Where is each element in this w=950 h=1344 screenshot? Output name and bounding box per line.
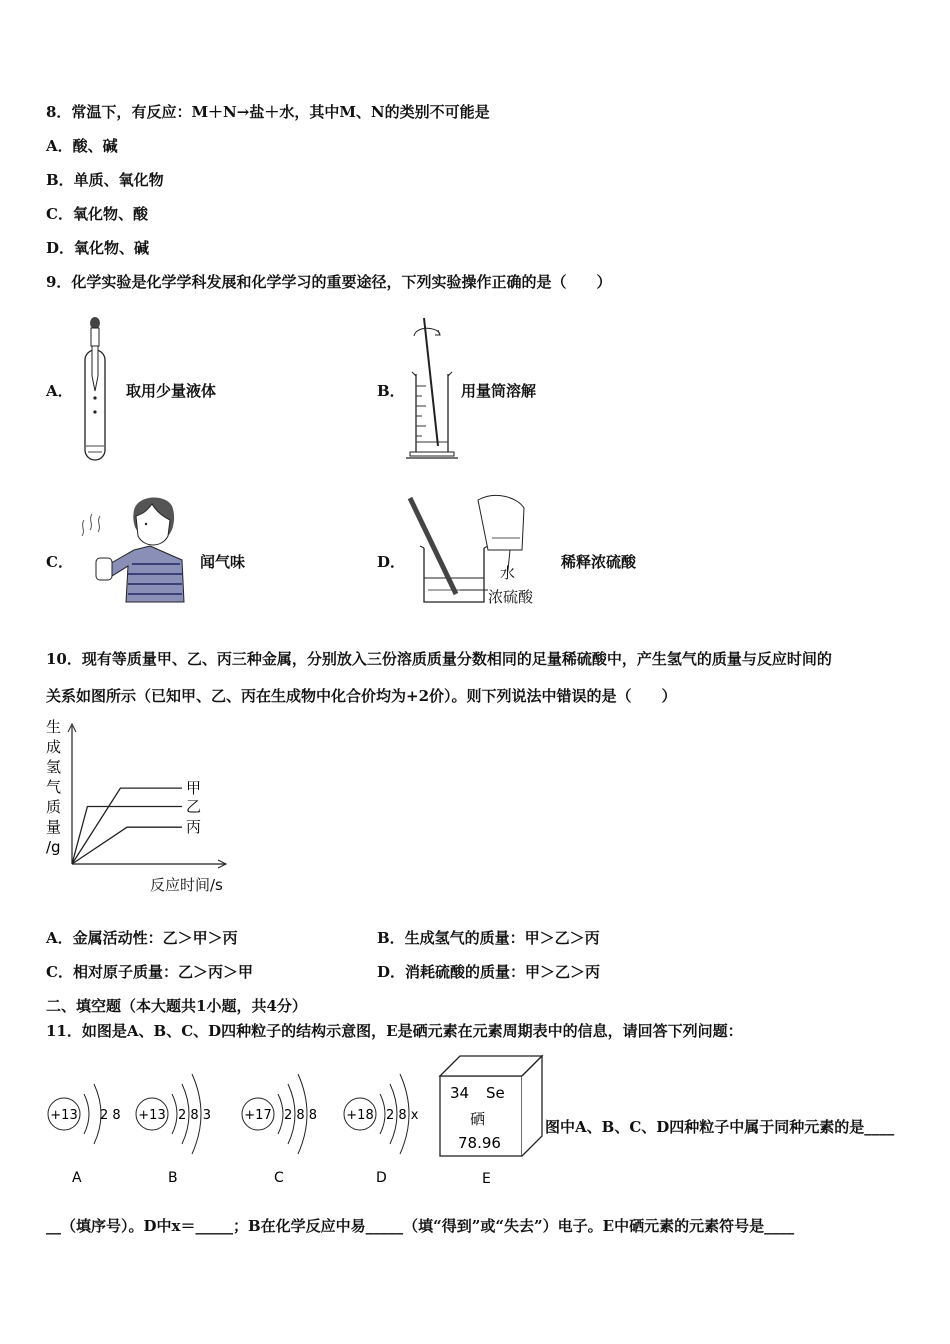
- series-label-3: 丙: [186, 818, 202, 837]
- q9-option-a-letter: A．: [46, 382, 73, 400]
- series-line-3: [72, 827, 182, 864]
- smelling-gas-figure: [76, 490, 188, 606]
- q9-option-d-letter: D．: [377, 553, 406, 571]
- q10-option-c: C．相对原子质量：乙＞丙＞甲: [46, 963, 253, 981]
- atom-b-shells: 2 8 3: [178, 1108, 212, 1123]
- series-label-1: 甲: [186, 779, 202, 798]
- chart-y-label-char: 质: [46, 798, 62, 816]
- q10-stem-line1: 10．现有等质量甲、乙、丙三种金属，分别放入三份溶质质量分数相同的足量稀硫酸中，产生氢气的质量与反应时间的: [46, 650, 832, 668]
- chart-y-label-char: 生: [46, 718, 62, 736]
- atom-b: [136, 1074, 211, 1186]
- q8-stem: 8．常温下，有反应：M＋N→盐＋水，其中M、N的类别不可能是: [46, 103, 490, 121]
- element-name: 硒: [470, 1110, 486, 1128]
- chart-y-label-char: 量: [46, 818, 62, 836]
- atom-diagrams: [40, 1066, 440, 1190]
- atom-b-label: B: [168, 1170, 178, 1186]
- acid-label: 浓硫酸: [488, 588, 534, 606]
- q9-option-b-letter: B．: [377, 382, 405, 400]
- graduated-cylinder-figure: [402, 314, 462, 464]
- atom-d: [344, 1074, 419, 1186]
- q9-option-c-text: 闻气味: [200, 553, 246, 571]
- atom-c: [242, 1074, 317, 1186]
- element-mass: 78.96: [458, 1134, 501, 1152]
- element-symbol: Se: [486, 1084, 505, 1102]
- atom-c-label: C: [274, 1170, 284, 1186]
- section-title: 二、填空题（本大题共1小题，共4分）: [46, 997, 307, 1015]
- element-number: 34: [450, 1084, 470, 1102]
- selenium-element-card: [436, 1052, 546, 1190]
- q10-option-d: D．消耗硫酸的质量：甲＞乙＞丙: [377, 963, 601, 981]
- chart-y-label-char: 气: [46, 778, 62, 796]
- q8-option-d: D．氧化物、碱: [46, 239, 150, 257]
- q9-option-d-text: 稀释浓硫酸: [561, 553, 637, 571]
- q11-line1: 图中A、B、C、D四种粒子中属于同种元素的是____: [545, 1118, 895, 1136]
- atom-a-label: A: [72, 1170, 82, 1186]
- atom-a: [48, 1084, 121, 1186]
- chart-y-label-char: 氢: [46, 758, 62, 776]
- q9-option-c-letter: C．: [46, 553, 73, 571]
- atom-c-shells: 2 8 8: [284, 1108, 318, 1123]
- chart-x-label: 反应时间/s: [150, 876, 223, 894]
- chart-y-label: [46, 718, 61, 856]
- atom-d-shells: 2 8 x: [386, 1108, 419, 1123]
- q11-line2: __（填序号）。D中x＝_____；B在化学反应中易_____（填“得到”或“失去”）电子。E中硒元素的元素符号是____: [46, 1217, 795, 1235]
- series-label-2: 乙: [186, 797, 202, 816]
- atom-a-nucleus: +13: [50, 1108, 78, 1123]
- atom-a-shells: 2 8: [100, 1108, 121, 1123]
- q11-stem: 11．如图是A、B、C、D四种粒子的结构示意图，E是硒元素在元素周期表中的信息，请回答下列问题：: [46, 1022, 743, 1040]
- q10-stem-line2: 关系如图所示（已知甲、乙、丙在生成物中化合价均为+2价）。则下列说法中错误的是（ ）: [46, 687, 677, 705]
- q9-option-a-text: 取用少量液体: [126, 382, 217, 400]
- hydrogen-chart: [40, 716, 240, 896]
- diluting-acid-figure: [400, 490, 546, 608]
- q10-option-a: A．金属活动性：乙＞甲＞丙: [46, 929, 238, 947]
- q10-option-b: B．生成氢气的质量：甲＞乙＞丙: [377, 929, 600, 947]
- water-label: 水: [500, 564, 516, 582]
- atom-d-nucleus: +18: [346, 1108, 374, 1123]
- element-label: E: [482, 1171, 491, 1187]
- atom-d-label: D: [376, 1170, 387, 1186]
- chart-y-label-char: /g: [46, 838, 61, 856]
- q9-stem: 9．化学实验是化学学科发展和化学学习的重要途径，下列实验操作正确的是（ ）: [46, 273, 612, 291]
- series-line-2: [72, 807, 182, 865]
- dropper-test-tube-figure: [78, 316, 112, 464]
- q9-option-b-text: 用量筒溶解: [461, 382, 537, 400]
- q8-option-b: B．单质、氧化物: [46, 171, 164, 189]
- chart-y-label-char: 成: [46, 738, 62, 756]
- q8-option-c: C．氧化物、酸: [46, 205, 148, 223]
- q8-option-a: A．酸、碱: [46, 137, 118, 155]
- atom-c-nucleus: +17: [244, 1108, 272, 1123]
- atom-b-nucleus: +13: [138, 1108, 166, 1123]
